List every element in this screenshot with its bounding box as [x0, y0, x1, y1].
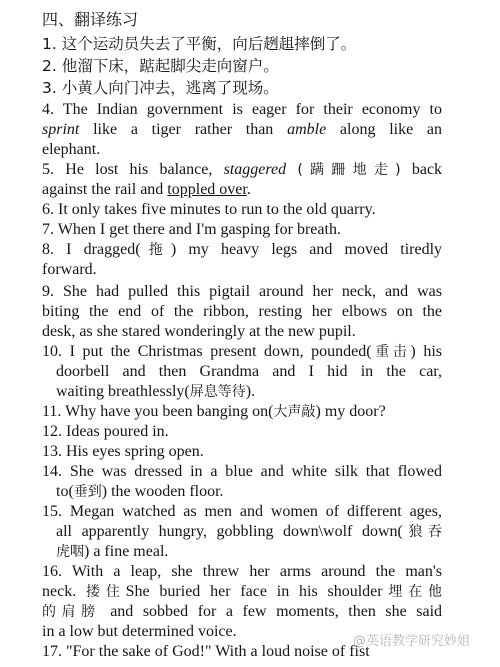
chinese-gloss: 屏息等待: [189, 384, 246, 400]
item-text: It only takes five minutes to run to the old quarry.: [58, 201, 376, 218]
exercise-item-3: [42, 77, 442, 99]
item-text: 小黄人向门冲去，逃离了现场。: [61, 79, 279, 97]
item-text: His eyes spring open.: [66, 443, 204, 460]
chinese-gloss: 拖: [140, 242, 171, 258]
watermark: @英语教学研究妙姐: [352, 634, 470, 649]
exercise-item-6: 6. It only takes five minutes to run to the old quarry.: [42, 201, 376, 218]
exercise-item-15: 15. Megan watched as men and women of different ages, all apparently hungry, gobbling down\wolf down(狼吞 虎咽) a fine meal.: [42, 503, 443, 560]
exercise-item-9: 9. She had pulled this pigtail around her neck, and was biting the end of the ribbon, resting her elbows on the desk, as she stared wonderingly at the new pupil.: [42, 283, 443, 340]
chinese-gloss: 的肩膀: [42, 604, 101, 620]
section-title: 四、翻译练习: [42, 10, 139, 29]
exercise-item-2: [42, 55, 442, 77]
italic-word: sprint: [42, 121, 80, 138]
item-number: 2.: [42, 57, 57, 75]
item-text: 他溜下床，踮起脚尖走向窗户。: [61, 57, 279, 75]
underlined-phrase: toppled over: [167, 181, 247, 198]
chinese-gloss: 垂到: [73, 484, 102, 500]
item-text: Ideas poured in.: [66, 423, 169, 440]
exercise-item-17: 17. "For the sake of God!" With a loud noise of fist: [42, 643, 370, 660]
italic-word: staggered: [223, 161, 287, 178]
exercise-item-13: 13. His eyes spring open.: [42, 443, 204, 460]
item-text: When I get there and I'm gasping for breath.: [57, 221, 341, 238]
item-text: 这个运动员失去了平衡，向后趔趄摔倒了。: [61, 35, 357, 53]
exercise-item-10: 10. I put the Christmas present down, pounded(重击) his doorbell and then Grandma and I hid in the car, waiting breathlessly(屏息等待).: [42, 343, 443, 400]
chinese-gloss: 埋在他: [382, 584, 443, 600]
exercise-item-1: [42, 33, 442, 55]
exercise-item-14: 14. She was dressed in a blue and white silk that flowed to(垂到) the wooden floor.: [42, 463, 443, 500]
italic-word: amble: [287, 121, 327, 138]
item-number: 1.: [42, 35, 57, 53]
exercise-item-4: 4. The Indian government is eager for their economy to sprint like a tiger rather than amble along like an elephant.: [42, 101, 443, 158]
chinese-gloss: 虎咽: [56, 544, 84, 560]
chinese-gloss: 重击: [371, 344, 411, 360]
chinese-gloss: (蹒跚地走): [297, 162, 401, 178]
exercise-item-5: 5. He lost his balance, staggered (蹒跚地走) back against the rail and toppled over.: [42, 161, 443, 198]
item-number: 3.: [42, 79, 57, 97]
exercise-item-12: 12. Ideas poured in.: [42, 423, 169, 440]
item-text: "For the sake of God!" With a loud noise of fist: [66, 643, 370, 660]
exercise-item-8: 8. I dragged(拖) my heavy legs and moved tiredly forward.: [42, 241, 443, 278]
exercise-item-11: 11. Why have you been banging on(大声敲) my door?: [42, 403, 386, 420]
chinese-gloss: 大声敲: [273, 404, 316, 420]
chinese-gloss: 狼吞: [402, 524, 443, 540]
exercise-item-16: 16. With a leap, she threw her arms around the man's neck. 搂住She buried her face in his shoulder埋在他 的肩膀 and sobbed for a few moments, then she said in a low but determined voice.: [42, 563, 443, 640]
exercise-item-7: 7. When I get there and I'm gasping for breath.: [42, 221, 341, 238]
item-text: The Indian government is eager for their economy to: [62, 101, 442, 118]
chinese-gloss: 搂住: [86, 584, 126, 600]
